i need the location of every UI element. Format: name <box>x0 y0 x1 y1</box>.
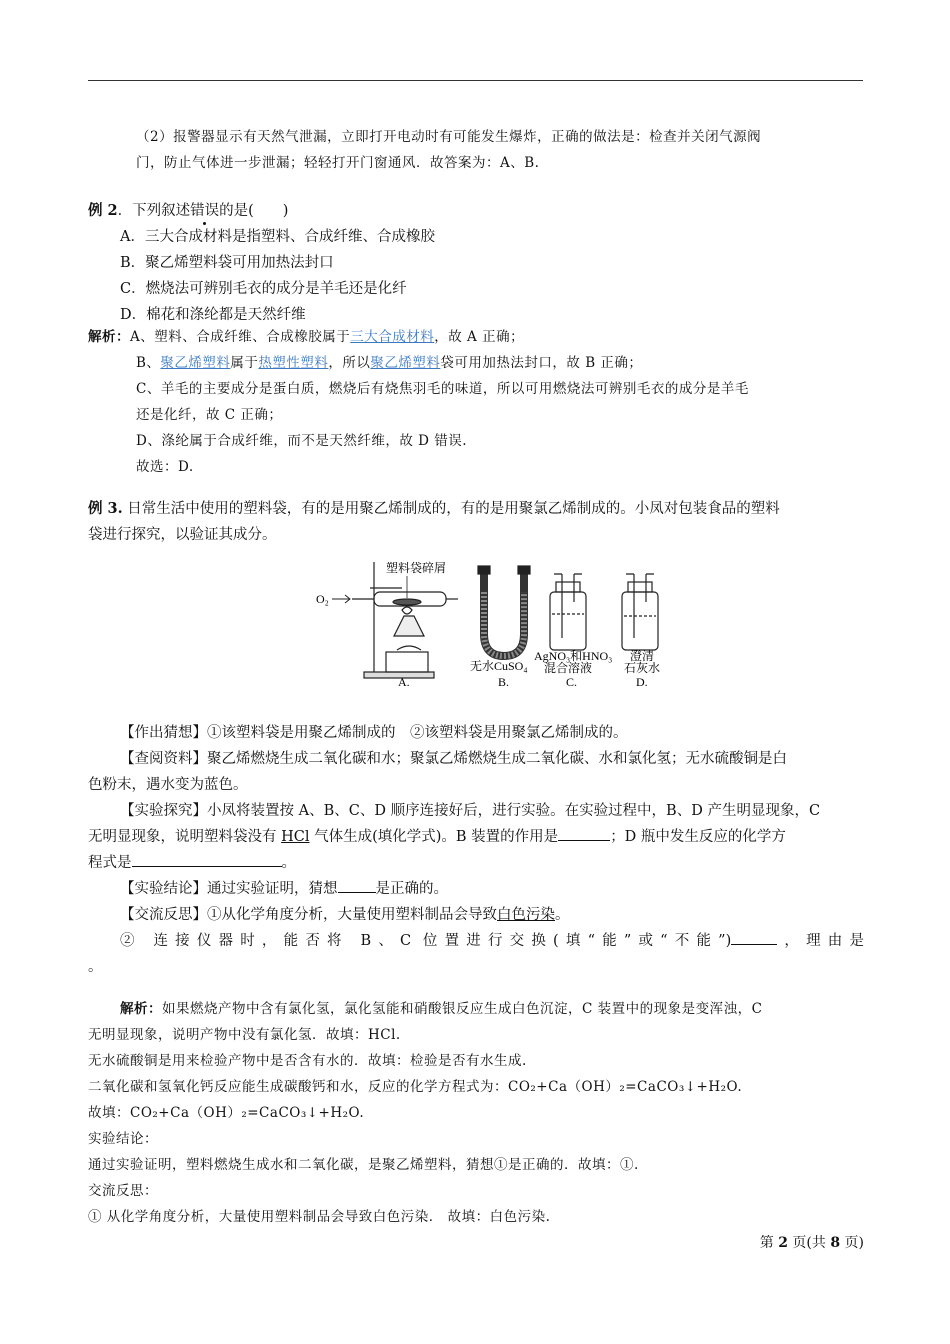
lamp-holder <box>386 652 428 672</box>
ana-line4: 二氧化碳和氢氧化钙反应能生成碳酸钙和水，反应的化学方程式为：CO₂+Ca（OH）₂=CaCO₃↓+H₂O. <box>88 1079 743 1095</box>
ana-line6: 实验结论： <box>88 1131 158 1147</box>
bottle-d <box>622 592 658 650</box>
analysis-b-mid2: ，所以 <box>328 355 371 371</box>
example-3-text: 日常生活中使用的塑料袋，有的是用聚乙烯制成的，有的是用聚氯乙烯制成的。小凤对包装食品的塑料 <box>122 501 780 517</box>
label-limewater-2: 石灰水 <box>624 661 661 675</box>
label-cuso4: 无水CuSO₄ <box>470 659 528 673</box>
analysis-b-text: B、 <box>136 355 161 371</box>
answer-hcl: HCl <box>281 829 310 845</box>
ana-line5: 故填：CO₂+Ca（OH）₂=CaCO₃↓+H₂O. <box>88 1105 365 1121</box>
exp-line2-mid: 气体生成(填化学式)。B 装置的作用是 <box>309 829 559 845</box>
blank-guess[interactable] <box>338 876 376 893</box>
exp-line1: 【实验探究】小凤将装置按 A、B、C、D 顺序连接好后，进行实验。在实验过程中，B、D 产生明显现象，C <box>120 803 821 819</box>
label-plastic-scraps: 塑料袋碎屑 <box>386 561 447 575</box>
analysis-a-end: ，故 A 正确； <box>434 329 525 345</box>
ana-line1-text: 如果燃烧产物中含有氯化氢，氯化氢能和硝酸银反应生成白色沉淀，C 装置中的现象是变浑浊，C <box>162 1001 763 1017</box>
page-number: 2 <box>778 1235 788 1251</box>
guess-line: 【作出猜想】①该塑料袋是用聚乙烯制成的 ②该塑料袋是用聚氯乙烯制成的。 <box>120 725 628 741</box>
prev-answer-line1: （2）报警器显示有天然气泄漏，立即打开电动时有可能发生爆炸，正确的做法是：检查并关闭气源阀 <box>136 129 762 145</box>
example-3-label: 例 3. <box>88 500 123 517</box>
reflection-2-end: ，理由是 <box>777 933 864 949</box>
exp-line2 <box>88 824 864 850</box>
caption-a: A. <box>398 675 410 689</box>
u-tube <box>484 574 524 656</box>
blank-equation[interactable] <box>132 850 282 867</box>
u-tube-stopper-left <box>478 566 490 574</box>
analysis-c2: 还是化纤，故 C 正确； <box>136 407 283 423</box>
alcohol-lamp <box>394 616 424 636</box>
link-polyethylene-2[interactable]: 聚乙烯塑料 <box>370 355 441 371</box>
reflection-line3: 。 <box>88 959 103 975</box>
exp-line3-text: 程式是 <box>88 855 132 871</box>
ana-line9: ① 从化学角度分析，大量使用塑料制品会导致白色污染． 故填：白色污染. <box>88 1209 551 1225</box>
conclusion-line <box>88 876 864 902</box>
page-total: 8 <box>830 1235 841 1251</box>
analysis-b <box>88 350 864 376</box>
label-mixed-solution: 混合溶液 <box>544 661 593 675</box>
option-c: C．燃烧法可辨别毛衣的成分是羊毛还是化纤 <box>120 281 407 297</box>
label-o2: O₂ <box>316 592 329 606</box>
caption-c: C. <box>566 675 578 689</box>
example-3-body <box>88 720 864 980</box>
analysis-a <box>88 324 864 350</box>
link-synthetic-materials[interactable]: 三大合成材料 <box>350 329 435 345</box>
analysis-d: D、涤纶属于合成纤维，而不是天然纤维，故 D 错误. <box>136 433 468 449</box>
apparatus-figure <box>312 552 670 690</box>
label-limewater-1: 澄清 <box>630 649 655 663</box>
analysis-a-text: A、塑料、合成纤维、合成橡胶属于 <box>130 329 351 345</box>
plastic-scraps <box>393 599 421 605</box>
u-tube-stopper-right <box>518 566 530 574</box>
data-line1: 【查阅资料】聚乙烯燃烧生成二氧化碳和水；聚氯乙烯燃烧生成二氧化碳、水和氯化氢；无水硫酸铜是白 <box>120 751 787 767</box>
exp-line2-end: ；D 瓶中发生反应的化学方 <box>610 829 786 845</box>
reflection-line1 <box>88 902 864 928</box>
conclusion-text: 【实验结论】通过实验证明，猜想 <box>120 881 338 897</box>
blank-swap[interactable] <box>731 928 777 945</box>
caption-d: D. <box>636 675 648 689</box>
reflection-end: 。 <box>555 907 570 923</box>
exp-line3-end: 。 <box>281 855 296 871</box>
ana-line2: 无明显现象，说明产物中没有氯化氢．故填：HCl. <box>88 1027 401 1043</box>
prev-answer-line2: 门，防止气体进一步泄漏；轻轻打开门窗通风．故答案为：A、B. <box>136 155 540 171</box>
example-2-stem-paren: 的是( ) <box>219 203 289 219</box>
example-3-analysis <box>88 996 864 1230</box>
example-3-line2: 袋进行探究，以验证其成分。 <box>88 527 277 543</box>
analysis-choice: 故选：D. <box>136 459 194 475</box>
data-line2: 色粉末，遇水变为蓝色。 <box>88 777 248 793</box>
bottle-d-neck <box>628 582 652 592</box>
bottle-c-neck <box>556 582 580 592</box>
prev-answer <box>88 124 864 176</box>
bottle-c-tubes <box>554 574 582 638</box>
caption-b: B. <box>498 675 510 689</box>
footer-pre: 第 <box>759 1235 779 1251</box>
lamp-liquid <box>397 646 421 650</box>
reflection-line2 <box>88 928 864 954</box>
example-2-analysis <box>88 324 864 480</box>
ana-label: 解析： <box>120 1001 162 1017</box>
ana-line8: 交流反思： <box>88 1183 158 1199</box>
analysis-c1: C、羊毛的主要成分是蛋白质，燃烧后有烧焦羽毛的味道，所以可用燃烧法可辨别毛衣的成分是羊毛 <box>136 381 749 397</box>
ana-line1 <box>88 996 864 1022</box>
bottle-c <box>550 592 586 650</box>
blank-b-purpose[interactable] <box>558 824 610 841</box>
exp-line3 <box>88 850 864 876</box>
page-footer <box>760 1232 864 1252</box>
example-2-stem-text: ．下列叙述 <box>117 203 191 219</box>
header-rule <box>88 80 863 81</box>
reflection-2-text: ② 连接仪器时，能否将 B、C 位置进行交换(填“能”或“不能”) <box>120 933 732 949</box>
link-thermoplastic[interactable]: 热塑性塑料 <box>258 355 329 371</box>
label-agno3: AgNO₃和HNO₃ <box>534 649 613 663</box>
ana-line3: 无水硫酸铜是用来检验产物中是否含有水的．故填：检验是否有水生成. <box>88 1053 527 1069</box>
example-3-stem <box>88 496 864 548</box>
ana-line7: 通过实验证明，塑料燃烧生成水和二氧化碳，是聚乙烯塑料，猜想①是正确的．故填：①. <box>88 1157 639 1173</box>
link-polyethylene[interactable]: 聚乙烯塑料 <box>160 355 231 371</box>
conclusion-end: 是正确的。 <box>375 881 448 897</box>
example-2-label: 例 2 <box>88 202 118 219</box>
example-2 <box>88 198 864 328</box>
example-3-line1 <box>88 496 864 522</box>
gas-arrow <box>332 595 350 603</box>
analysis-label: 解析： <box>88 329 130 345</box>
example-2-stem <box>88 198 864 224</box>
footer-mid: 页(共 <box>787 1235 831 1251</box>
bottle-d-tubes <box>626 574 654 638</box>
analysis-b-mid: 属于 <box>230 355 259 371</box>
analysis-b-end: 袋可用加热法封口，故 B 正确； <box>440 355 643 371</box>
footer-post: 页) <box>840 1235 864 1251</box>
option-b: B．聚乙烯塑料袋可用加热法封口 <box>120 255 334 271</box>
reflection-text: 【交流反思】①从化学角度分析，大量使用塑料制品会导致 <box>120 907 497 923</box>
option-d: D．棉花和涤纶都是天然纤维 <box>120 307 306 323</box>
emphasis-dotted: 错误 <box>190 203 220 219</box>
exp-line2-text: 无明显现象，说明塑料袋没有 <box>88 829 282 845</box>
flame <box>402 607 412 614</box>
option-a: A．三大合成材料是指塑料、合成纤维、合成橡胶 <box>120 229 435 245</box>
answer-white-pollution: 白色污染 <box>497 907 555 923</box>
